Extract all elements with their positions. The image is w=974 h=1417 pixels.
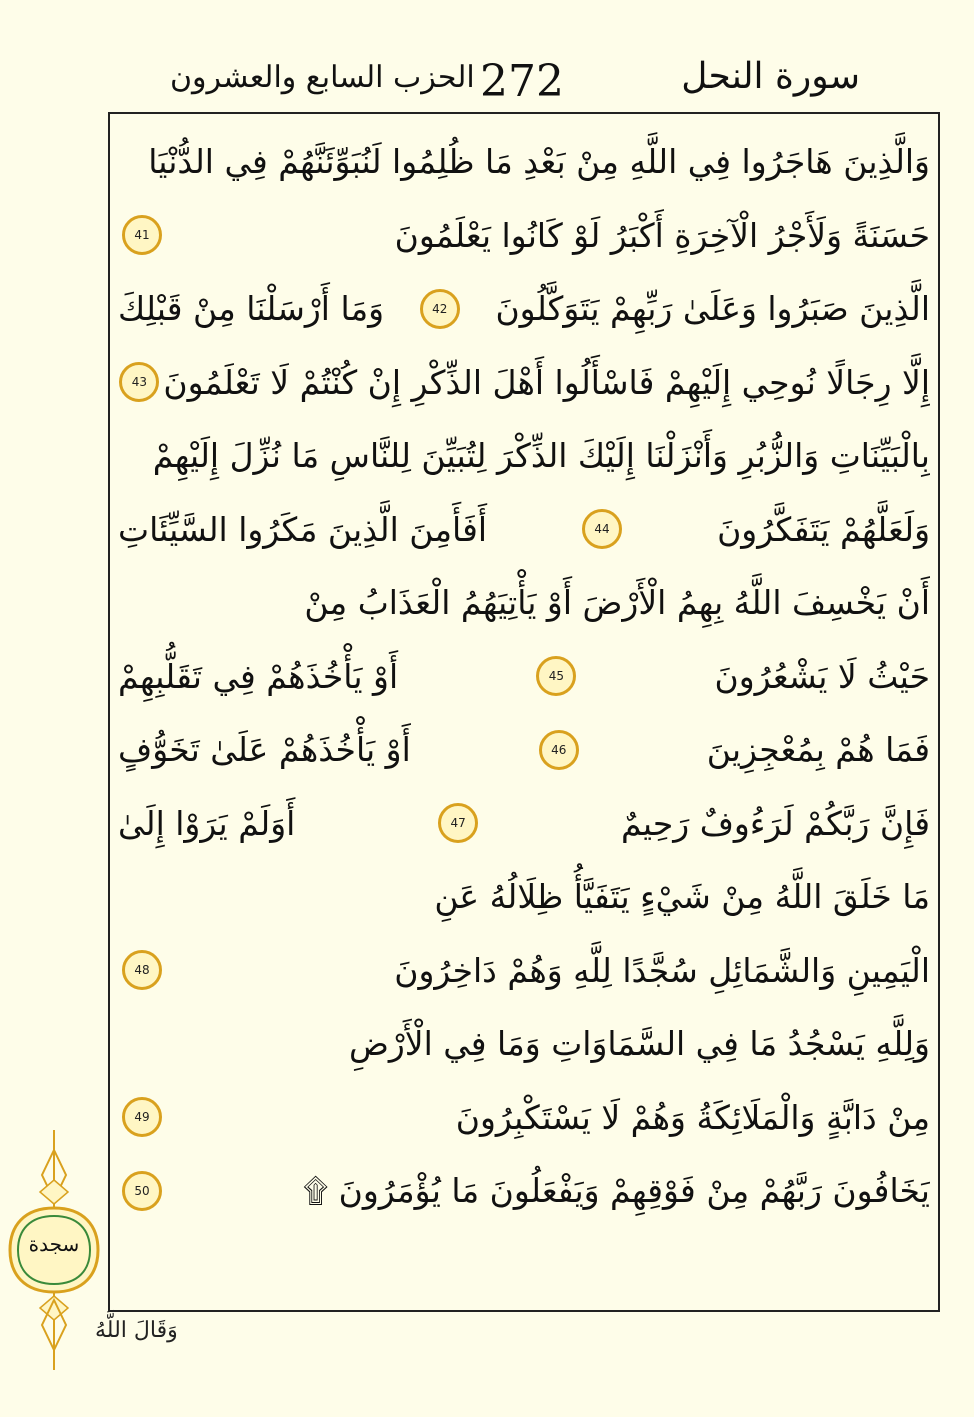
verse-text: حَسَنَةً وَلَأَجْرُ الْآخِرَةِ أَكْبَرُ لَوْ كَانُوا يَعْلَمُونَ — [394, 215, 930, 255]
verse-text: وَالَّذِينَ هَاجَرُوا فِي اللَّهِ مِنْ بَعْدِ مَا ظُلِمُوا لَنُبَوِّئَنَّهُمْ فِي الدُّنْيَا — [148, 142, 930, 182]
page-number: 272 — [480, 56, 564, 107]
verse-text: يَخَافُونَ رَبَّهُمْ مِنْ فَوْقِهِمْ وَيَفْعَلُونَ مَا يُؤْمَرُونَ ۩ — [303, 1170, 930, 1210]
verse-text: أَفَأَمِنَ الَّذِينَ مَكَرُوا السَّيِّئَاتِ — [118, 509, 488, 549]
ayah-number-marker: 44 — [582, 509, 622, 549]
text-line — [118, 493, 930, 567]
ayah-number-marker: 45 — [536, 656, 576, 696]
verse-text: الْيَمِينِ وَالشَّمَائِلِ سُجَّدًا لِلَّهِ وَهُمْ دَاخِرُونَ — [394, 950, 930, 990]
verse-text: إِلَّا رِجَالًا نُوحِي إِلَيْهِمْ فَاسْأَلُوا أَهْلَ الذِّكْرِ إِنْ كُنْتُمْ لَا تَعْلَمُونَ — [163, 362, 930, 402]
text-line — [118, 419, 930, 493]
verse-text: أَوْ يَأْخُذَهُمْ عَلَىٰ تَخَوُّفٍ — [118, 730, 411, 770]
verse-text: مِنْ دَابَّةٍ وَالْمَلَائِكَةُ وَهُمْ لَا يَسْتَكْبِرُونَ — [455, 1097, 930, 1137]
verse-text: أَوْ يَأْخُذَهُمْ فِي تَقَلُّبِهِمْ — [118, 656, 399, 696]
verse-text: وَلِلَّهِ يَسْجُدُ مَا فِي السَّمَاوَاتِ وَمَا فِي الْأَرْضِ — [348, 1024, 930, 1064]
ayah-number-marker: 48 — [122, 950, 162, 990]
text-line — [118, 199, 930, 273]
verse-text: وَلَعَلَّهُمْ يَتَفَكَّرُونَ — [717, 509, 930, 549]
page-header — [110, 50, 940, 112]
text-line — [118, 272, 930, 346]
text-line — [118, 640, 930, 714]
verse-text: وَمَا أَرْسَلْنَا مِنْ قَبْلِكَ — [118, 289, 385, 329]
verse-text: بِالْبَيِّنَاتِ وَالزُّبُرِ وَأَنْزَلْنَا إِلَيْكَ الذِّكْرَ لِتُبَيِّنَ لِلنَّاسِ مَا نُزِّلَ إِلَيْهِمْ — [152, 436, 930, 476]
ayah-number-marker: 49 — [122, 1097, 162, 1137]
ayah-number-marker: 42 — [420, 289, 460, 329]
hizb-title: الحزب السابع والعشرون — [170, 60, 475, 95]
surah-title: سورة النحل — [681, 56, 860, 97]
ayah-number-marker: 47 — [438, 803, 478, 843]
verse-text: حَيْثُ لَا يَشْعُرُونَ — [714, 656, 930, 696]
text-line — [118, 860, 930, 934]
text-line — [118, 1154, 930, 1228]
verse-text: أَنْ يَخْسِفَ اللَّهُ بِهِمُ الْأَرْضَ أَوْ يَأْتِيَهُمُ الْعَذَابُ مِنْ — [304, 583, 930, 623]
ayah-number-marker: 46 — [539, 730, 579, 770]
text-line — [118, 713, 930, 787]
ayah-number-marker: 50 — [122, 1171, 162, 1211]
sajda-label: سجدة — [28, 1232, 80, 1256]
ayah-number-marker: 43 — [119, 362, 159, 402]
verse-text: الَّذِينَ صَبَرُوا وَعَلَىٰ رَبِّهِمْ يَتَوَكَّلُونَ — [495, 289, 930, 329]
text-line — [118, 1081, 930, 1155]
text-line — [118, 1007, 930, 1081]
verse-text: فَإِنَّ رَبَّكُمْ لَرَءُوفٌ رَحِيمٌ — [620, 803, 930, 843]
verse-text: مَا خَلَقَ اللَّهُ مِنْ شَيْءٍ يَتَفَيَّأُ ظِلَالُهُ عَنِ — [434, 877, 930, 917]
text-line — [118, 934, 930, 1008]
text-line — [118, 125, 930, 199]
text-line — [118, 787, 930, 861]
quran-text-block — [118, 125, 930, 1305]
sajda-ornament — [6, 1130, 102, 1370]
catchword: وَقَالَ اللَّهُ — [95, 1318, 178, 1343]
verse-text: أَوَلَمْ يَرَوْا إِلَىٰ — [118, 803, 296, 843]
ayah-number-marker: 41 — [122, 215, 162, 255]
verse-text: فَمَا هُمْ بِمُعْجِزِينَ — [706, 730, 930, 770]
text-line — [118, 566, 930, 640]
text-line — [118, 346, 930, 420]
